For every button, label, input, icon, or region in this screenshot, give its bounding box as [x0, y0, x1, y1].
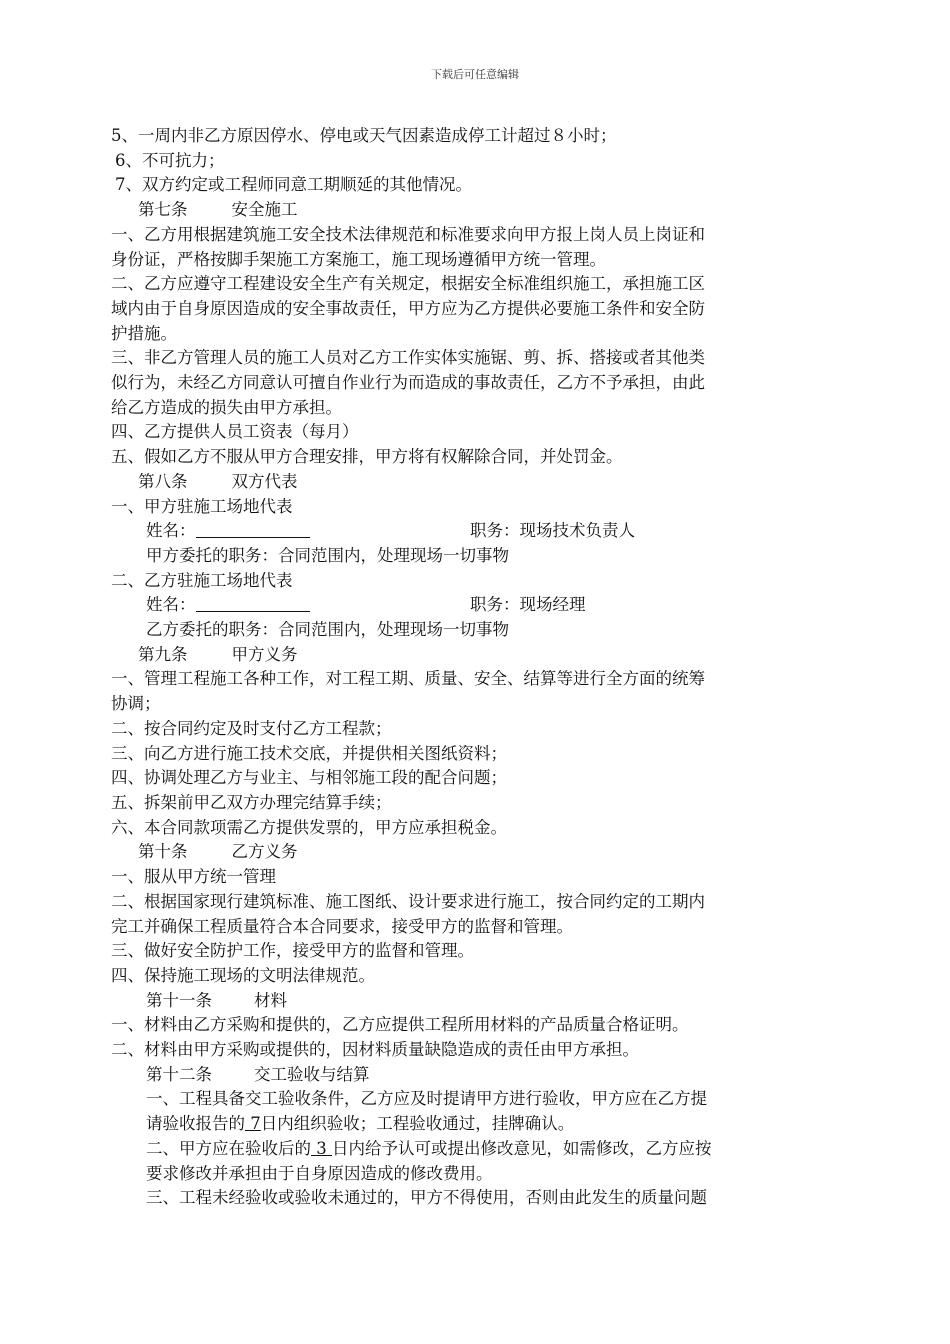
duty-label: 职务：现场技术负责人	[470, 521, 635, 541]
clause-text: 请验收报告的	[146, 1114, 245, 1134]
article-title: 乙方义务	[231, 842, 298, 862]
article-number: 第九条	[138, 644, 188, 664]
duty-label: 职务：现场经理	[470, 595, 586, 615]
clause-line: 二、材料由甲方采购或提供的，因材料质量缺隐造成的责任由甲方承担。	[111, 1040, 639, 1060]
name-label: 姓名：	[146, 595, 196, 615]
article-title: 甲方义务	[231, 644, 298, 664]
article-number: 第八条	[138, 471, 188, 491]
clause-line: 三、非乙方管理人员的施工人员对乙方工作实体实施锯、剪、拆、搭接或者其他类	[111, 348, 705, 368]
clause-line: 二、乙方驻施工场地代表	[111, 570, 293, 590]
contract-body	[111, 124, 811, 1211]
article-number: 第十一条	[146, 990, 212, 1010]
clause-line: 6、不可抗力；	[115, 150, 225, 170]
clause-line: 完工并确保工程质量符合本合同要求，接受甲方的监督和管理。	[111, 916, 573, 936]
article-number: 第十条	[138, 842, 188, 862]
name-blank-field[interactable]	[196, 596, 310, 612]
days-value: 7	[245, 1114, 261, 1134]
clause-line: 四、保持施工现场的文明法律规范。	[111, 965, 375, 985]
clause-line: 五、拆架前甲乙双方办理完结算手续；	[111, 792, 392, 812]
clause-line: 一、服从甲方统一管理	[111, 867, 276, 887]
article-title: 材料	[254, 990, 287, 1010]
clause-line: 要求修改并承担由于自身原因造成的修改费用。	[146, 1163, 493, 1183]
clause-line: 五、假如乙方不服从甲方合理安排，甲方将有权解除合同，并处罚金。	[111, 447, 623, 467]
party-a-rep-row	[111, 519, 811, 544]
clause-line: 协调；	[111, 694, 161, 714]
clause-line	[111, 1112, 811, 1137]
clause-line: 三、向乙方进行施工技术交底，并提供相关图纸资料；	[111, 743, 507, 763]
article-number: 第七条	[138, 200, 188, 220]
clause-line: 二、按合同约定及时支付乙方工程款；	[111, 718, 392, 738]
clause-line: 三、工程未经验收或验收未通过的，甲方不得使用，否则由此发生的质量问题	[146, 1188, 707, 1208]
article-12-heading	[111, 1063, 811, 1088]
article-10-heading	[111, 840, 811, 865]
clause-line: 六、本合同款项需乙方提供发票的，甲方应承担税金。	[111, 817, 507, 837]
clause-line: 乙方委托的职务：合同范围内，处理现场一切事物	[146, 620, 509, 640]
page-header: 下载后可任意编辑	[431, 68, 519, 81]
article-number: 第十二条	[146, 1064, 212, 1084]
article-9-heading	[111, 643, 811, 668]
clause-line: 似行为，未经乙方同意认可擅自作业行为而造成的事故责任，乙方不予承担，由此	[111, 373, 705, 393]
clause-line: 7、双方约定或工程师同意工期顺延的其他情况。	[115, 175, 472, 195]
clause-line: 一、工程具备交工验收条件，乙方应及时提请甲方进行验收，甲方应在乙方提	[146, 1089, 707, 1109]
clause-line: 四、乙方提供人员工资表（每月）	[111, 422, 359, 442]
name-blank-field[interactable]	[196, 522, 310, 538]
clause-line: 一、管理工程施工各种工作，对工程工期、质量、安全、结算等进行全方面的统筹	[111, 669, 705, 689]
clause-line: 一、乙方用根据建筑施工安全技术法律规范和标准要求向甲方报上岗人员上岗证和	[111, 224, 705, 244]
clause-line: 甲方委托的职务：合同范围内，处理现场一切事物	[146, 545, 509, 565]
clause-line: 5、一周内非乙方原因停水、停电或天气因素造成停工计超过８小时；	[111, 126, 617, 145]
clause-line: 四、协调处理乙方与业主、与相邻施工段的配合问题；	[111, 768, 507, 788]
clause-line: 给乙方造成的损失由甲方承担。	[111, 397, 342, 417]
clause-line: 三、做好安全防护工作，接受甲方的监督和管理。	[111, 941, 474, 961]
clause-line: 身份证，严格按脚手架施工方案施工，施工现场遵循甲方统一管理。	[111, 249, 606, 269]
clause-text: 二、甲方应在验收后的	[146, 1138, 311, 1158]
name-label: 姓名：	[146, 521, 196, 541]
clause-line: 二、根据国家现行建筑标准、施工图纸、设计要求进行施工，按合同约定的工期内	[111, 891, 705, 911]
article-title: 双方代表	[231, 471, 298, 491]
article-title: 交工验收与结算	[254, 1064, 370, 1084]
clause-line	[111, 1137, 811, 1162]
clause-line: 域内由于自身原因造成的安全事故责任，甲方应为乙方提供必要施工条件和安全防	[111, 298, 705, 318]
clause-text: 日内组织验收；工程验收通过，挂牌确认。	[260, 1114, 575, 1134]
clause-line: 二、乙方应遵守工程建设安全生产有关规定，根据安全标准组织施工，承担施工区	[111, 274, 705, 294]
article-7-heading	[111, 198, 811, 223]
days-value: 3	[311, 1138, 332, 1158]
article-11-heading	[111, 989, 811, 1014]
clause-line: 一、甲方驻施工场地代表	[111, 496, 293, 516]
clause-text: 日内给予认可或提出修改意见，如需修改，乙方应按	[332, 1138, 712, 1158]
clause-line: 护措施。	[111, 323, 177, 343]
article-8-heading	[111, 470, 811, 495]
article-title: 安全施工	[231, 200, 298, 220]
party-b-rep-row	[111, 593, 811, 618]
clause-line: 一、材料由乙方采购和提供的，乙方应提供工程所用材料的产品质量合格证明。	[111, 1015, 689, 1035]
